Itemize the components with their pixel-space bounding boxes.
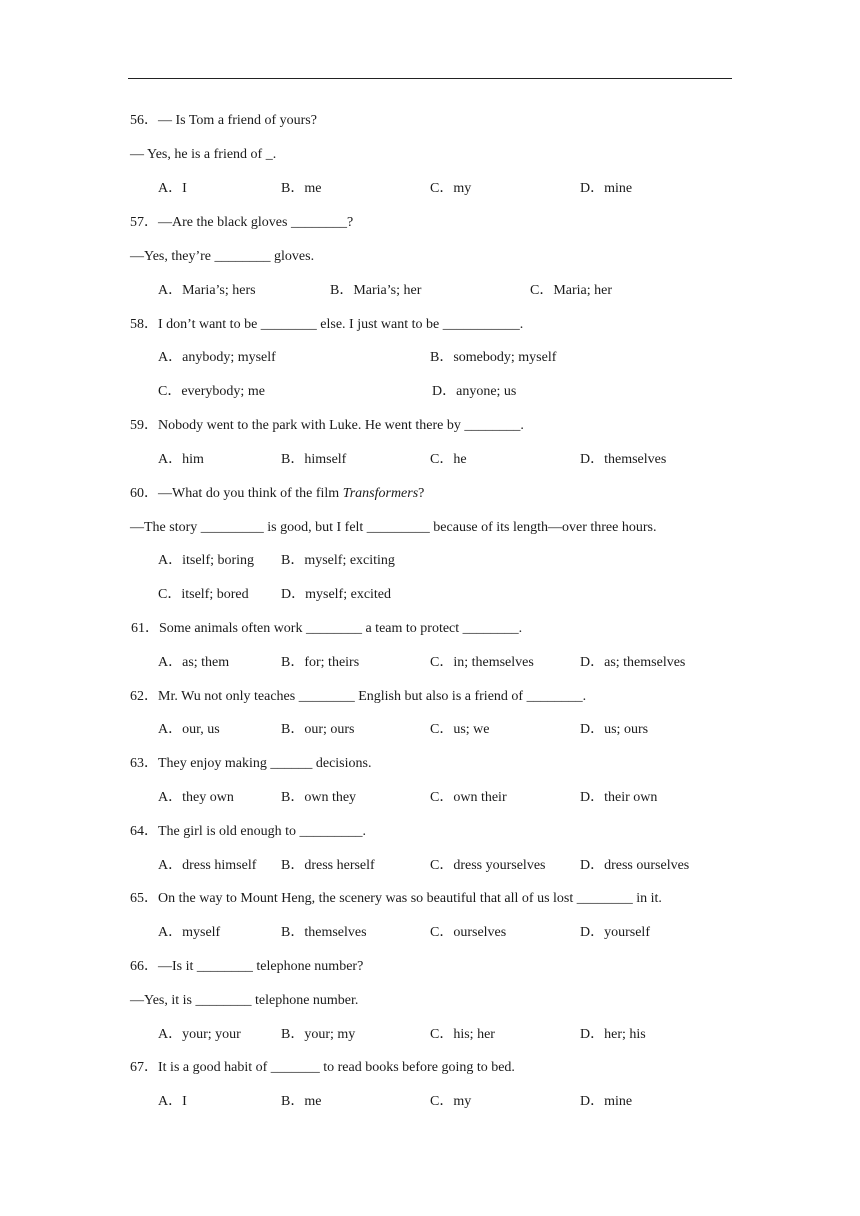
- question-56-option-a[interactable]: A．I: [158, 181, 187, 196]
- question-64-stem: 64．The girl is old enough to _________.: [130, 824, 367, 839]
- question-57-option-a[interactable]: A．Maria’s; hers: [158, 283, 256, 298]
- question-58-option-c[interactable]: C．everybody; me: [158, 384, 265, 399]
- question-60-stem: [130, 485, 424, 503]
- question-59-stem: 59．Nobody went to the park with Luke. He went there by ________.: [130, 418, 524, 433]
- question-62-option-b[interactable]: B．our; ours: [281, 722, 355, 737]
- question-59-option-b[interactable]: B．himself: [281, 452, 347, 467]
- question-65-option-b[interactable]: B．themselves: [281, 925, 367, 940]
- question-62-option-c[interactable]: C．us; we: [430, 722, 490, 737]
- question-61-option-a[interactable]: A．as; them: [158, 655, 230, 670]
- question-60-stem-end: ?: [418, 486, 425, 501]
- question-66-option-a[interactable]: A．your; your: [158, 1027, 241, 1042]
- question-62-option-a[interactable]: A．our, us: [158, 722, 220, 737]
- question-61-option-d[interactable]: D．as; themselves: [580, 655, 686, 670]
- question-58-stem: 58．I don’t want to be ________ else. I just want to be ___________.: [130, 317, 524, 332]
- question-57-option-c[interactable]: C．Maria; her: [530, 283, 613, 298]
- question-58-option-d[interactable]: D．anyone; us: [432, 384, 517, 399]
- question-61-stem: 61．Some animals often work ________ a team to protect ________.: [131, 621, 523, 636]
- question-66-option-c[interactable]: C．his; her: [430, 1027, 495, 1042]
- question-56-option-b[interactable]: B．me: [281, 181, 322, 196]
- question-57-stem: 57．—Are the black gloves ________?: [130, 215, 354, 230]
- question-56-option-d[interactable]: D．mine: [580, 181, 633, 196]
- question-58-option-a[interactable]: A．anybody; myself: [158, 350, 276, 365]
- question-65-option-a[interactable]: A．myself: [158, 925, 221, 940]
- question-64-option-a[interactable]: A．dress himself: [158, 858, 257, 873]
- question-65-option-d[interactable]: D．yourself: [580, 925, 650, 940]
- question-66-stem: 66．—Is it ________ telephone number?: [130, 959, 364, 974]
- question-63-option-c[interactable]: C．own their: [430, 790, 507, 805]
- header-rule: [128, 78, 732, 79]
- question-65-option-c[interactable]: C．ourselves: [430, 925, 507, 940]
- question-67-option-a[interactable]: A．I: [158, 1094, 187, 1109]
- question-65-stem: 65．On the way to Mount Heng, the scenery was so beautiful that all of us lost ________ in it.: [130, 891, 662, 906]
- question-60-option-c[interactable]: C．itself; bored: [158, 587, 249, 602]
- question-66-option-b[interactable]: B．your; my: [281, 1027, 356, 1042]
- question-61-option-b[interactable]: B．for; theirs: [281, 655, 360, 670]
- question-57-option-b[interactable]: B．Maria’s; her: [330, 283, 422, 298]
- film-title: Transformers: [342, 486, 419, 501]
- question-66-reply: —Yes, it is ________ telephone number.: [130, 993, 359, 1008]
- question-67-option-b[interactable]: B．me: [281, 1094, 322, 1109]
- question-57-reply: —Yes, they’re ________ gloves.: [130, 249, 315, 264]
- question-64-option-c[interactable]: C．dress yourselves: [430, 858, 546, 873]
- question-59-option-c[interactable]: C．he: [430, 452, 467, 467]
- question-60-reply: —The story _________ is good, but I felt _________ because of its length—over three hours.: [130, 520, 657, 535]
- question-63-option-d[interactable]: D．their own: [580, 790, 658, 805]
- question-58-option-b[interactable]: B．somebody; myself: [430, 350, 557, 365]
- question-67-stem: 67．It is a good habit of _______ to read books before going to bed.: [130, 1060, 515, 1075]
- question-60-stem-text: 60．—What do you think of the film: [130, 486, 343, 501]
- question-56-stem: 56．— Is Tom a friend of yours?: [130, 113, 317, 128]
- question-67-option-c[interactable]: C．my: [430, 1094, 472, 1109]
- question-63-option-b[interactable]: B．own they: [281, 790, 357, 805]
- question-59-option-a[interactable]: A．him: [158, 452, 204, 467]
- question-64-option-b[interactable]: B．dress herself: [281, 858, 375, 873]
- question-60-option-b[interactable]: B．myself; exciting: [281, 553, 395, 568]
- question-60-option-d[interactable]: D．myself; excited: [281, 587, 392, 602]
- question-56-option-c[interactable]: C．my: [430, 181, 472, 196]
- question-64-option-d[interactable]: D．dress ourselves: [580, 858, 690, 873]
- question-61-option-c[interactable]: C．in; themselves: [430, 655, 534, 670]
- question-56-reply: — Yes, he is a friend of _.: [130, 147, 277, 162]
- question-60-option-a[interactable]: A．itself; boring: [158, 553, 255, 568]
- question-63-option-a[interactable]: A．they own: [158, 790, 234, 805]
- question-62-stem: 62．Mr. Wu not only teaches ________ English but also is a friend of ________.: [130, 689, 587, 704]
- question-59-option-d[interactable]: D．themselves: [580, 452, 667, 467]
- question-67-option-d[interactable]: D．mine: [580, 1094, 633, 1109]
- question-66-option-d[interactable]: D．her; his: [580, 1027, 646, 1042]
- question-63-stem: 63．They enjoy making ______ decisions.: [130, 756, 372, 771]
- question-62-option-d[interactable]: D．us; ours: [580, 722, 649, 737]
